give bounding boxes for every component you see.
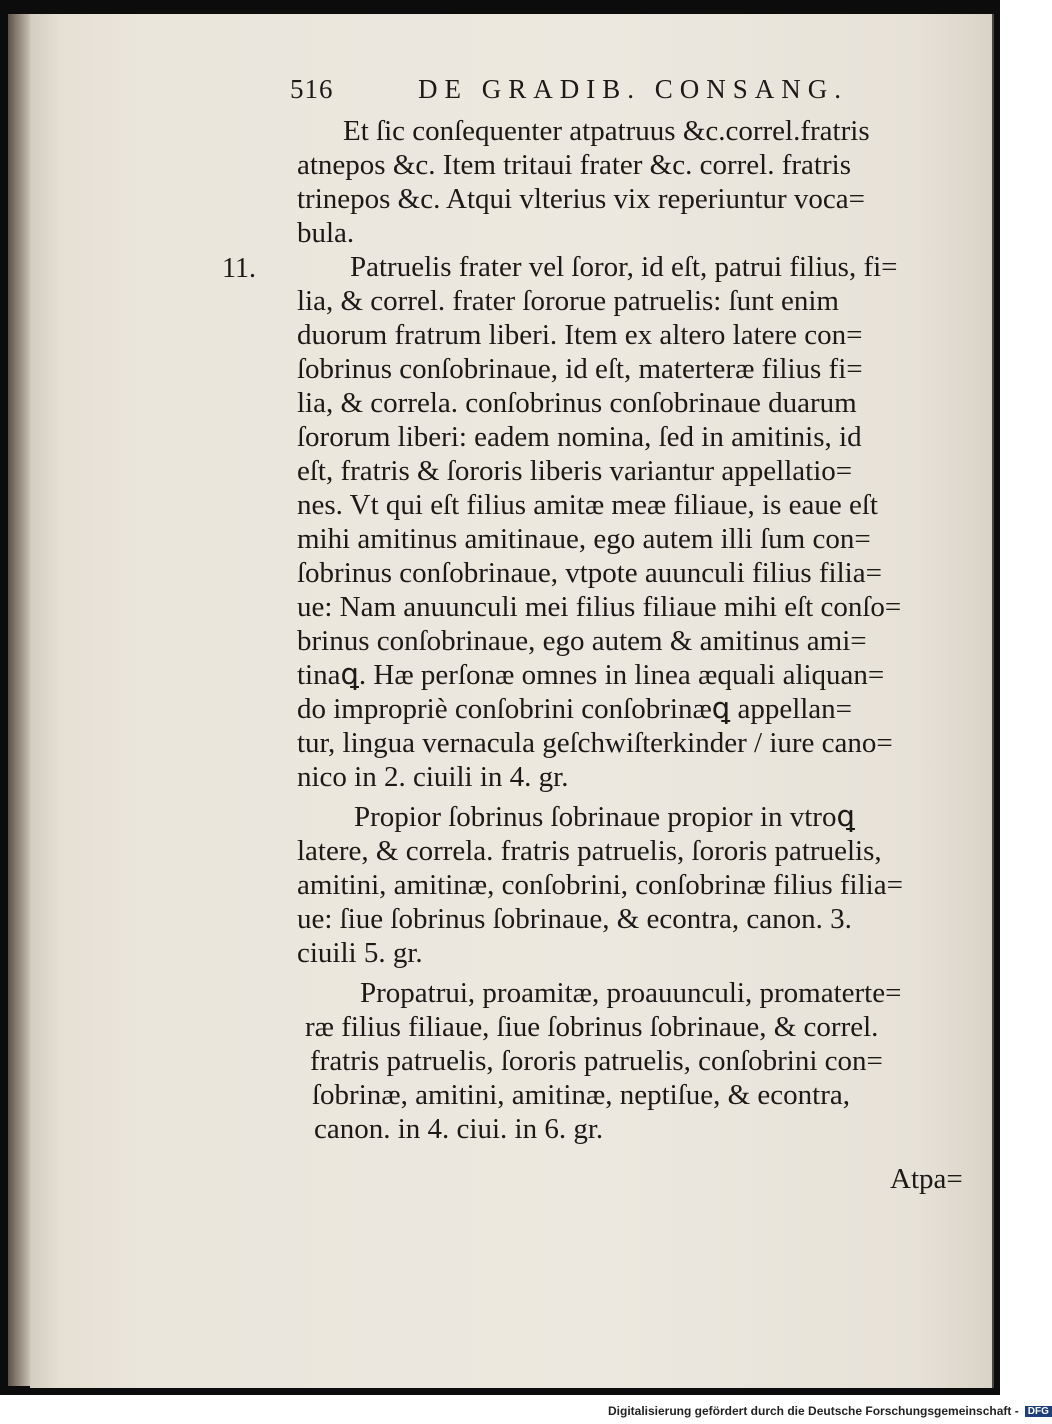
text-line: ræ filius filiaue, ſiue ſobrinus ſobrinaue, & correl. [305, 1011, 879, 1043]
digitization-credit [608, 1404, 1052, 1418]
text-line: lia, & correla. conſobrinus conſobrinaue duarum [297, 387, 857, 419]
text-line: tur, lingua vernacula geſchwiſterkinder / iure cano= [297, 727, 893, 759]
text-line: nes. Vt qui eſt filius amitæ meæ filiaue, is eaue eſt [297, 489, 878, 521]
text-line: trinepos &c. Atqui vlterius vix reperiuntur voca= [297, 183, 866, 215]
text-line: ue: ſiue ſobrinus ſobrinaue, & econtra, canon. 3. [297, 903, 852, 935]
text-line: do impropriè conſobrini conſobrinæꝗ appellan= [297, 693, 853, 725]
text-line: ſororum liberi: eadem nomina, ſed in amitinis, id [297, 421, 862, 453]
text-line: eſt, fratris & ſororis liberis variantur appellatio= [297, 455, 853, 487]
text-line: bula. [297, 217, 355, 249]
text-line: ſobrinus conſobrinaue, id eſt, materteræ filius fi= [297, 353, 863, 385]
dfg-logo-icon: DFG [1025, 1406, 1052, 1417]
text-line: Et ſic conſequenter atpatruus &c.correl.fratris [343, 115, 870, 147]
text-line: ſobrinæ, amitini, amitinæ, neptiſue, & econtra, [312, 1079, 851, 1111]
text-line: amitini, amitinæ, conſobrini, conſobrinæ filius filia= [297, 869, 903, 901]
text-line: ſobrinus conſobrinaue, vtpote auunculi filius filia= [297, 557, 882, 589]
running-head: DE GRADIB. CONSANG. [418, 74, 849, 104]
text-line: atnepos &c. Item tritaui frater &c. correl. fratris [297, 149, 851, 181]
text-line: fratris patruelis, ſororis patruelis, conſobrini con= [310, 1045, 883, 1077]
text-line: canon. in 4. ciui. in 6. gr. [314, 1113, 604, 1145]
text-line: Propatrui, proamitæ, proauunculi, promaterte= [360, 977, 902, 1009]
text-line: brinus conſobrinaue, ego autem & amitinus ami= [297, 625, 867, 657]
text-line: latere, & correla. fratris patruelis, ſororis patruelis, [297, 835, 882, 867]
text-line: lia, & correl. frater ſororue patruelis: ſunt enim [297, 285, 839, 317]
credit-text: Digitalisierung gefördert durch die Deutsche Forschungsgemeinschaft - [608, 1404, 1019, 1418]
margin-section-number: 11. [222, 253, 256, 284]
text-line: ciuili 5. gr. [297, 937, 423, 969]
text-line: Patruelis frater vel ſoror, id eſt, patrui filius, fi= [350, 251, 898, 283]
text-line: duorum fratrum liberi. Item ex altero latere con= [297, 319, 863, 351]
page-number: 516 [290, 74, 334, 104]
catchword: Atpa= [890, 1163, 963, 1195]
text-line: nico in 2. ciuili in 4. gr. [297, 761, 569, 793]
text-line: tinaꝗ. Hæ perſonæ omnes in linea æquali aliquan= [297, 659, 885, 691]
text-line: mihi amitinus amitinaue, ego autem illi ſum con= [297, 523, 871, 555]
text-line: ue: Nam anuunculi mei filius filiaue mihi eſt conſo= [297, 591, 902, 623]
text-line: Propior ſobrinus ſobrinaue propior in vtroꝗ [354, 801, 855, 833]
